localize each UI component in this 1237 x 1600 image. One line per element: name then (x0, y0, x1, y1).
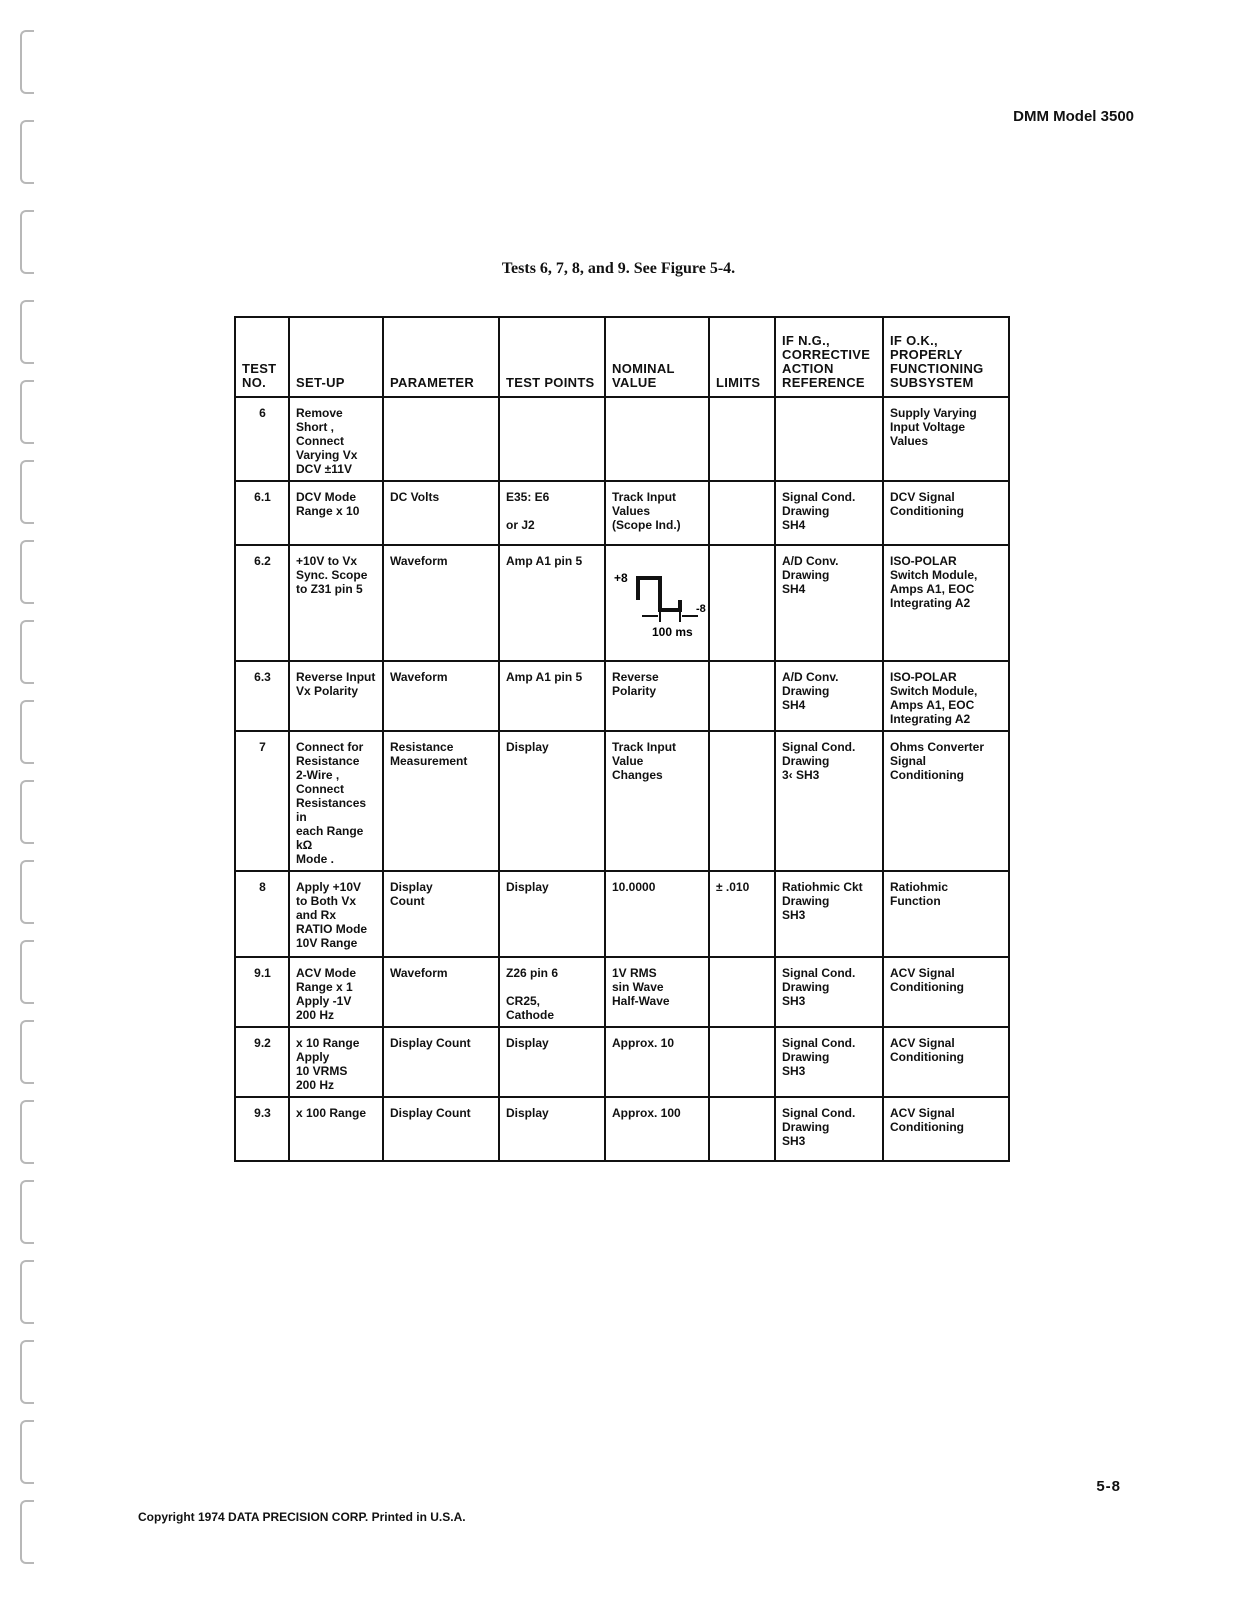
limits-cell (709, 481, 775, 545)
subsystem-cell: ACV Signal Conditioning (883, 1097, 1009, 1161)
column-header-parameter: PARAMETER (383, 317, 499, 397)
waveform-low-label: -8 (696, 603, 706, 615)
parameter-cell: Display Count (383, 1097, 499, 1161)
binder-hole (20, 1340, 34, 1404)
parameter-cell (383, 397, 499, 481)
nominal-value-cell: 1V RMS sin Wave Half-Wave (605, 957, 709, 1027)
binder-hole (20, 540, 34, 604)
binder-hole (20, 1420, 34, 1484)
corrective-action-cell: Signal Cond. Drawing SH3 (775, 1027, 883, 1097)
copyright-notice: Copyright 1974 DATA PRECISION CORP. Printed in U.S.A. (138, 1510, 466, 1524)
subsystem-cell: ISO-POLAR Switch Module, Amps A1, EOC Integrating A2 (883, 545, 1009, 661)
subsystem-cell: ISO-POLAR Switch Module, Amps A1, EOC Integrating A2 (883, 661, 1009, 731)
column-header-test-no: TEST NO. (235, 317, 289, 397)
binder-hole (20, 120, 34, 184)
test-points-cell: E35: E6 or J2 (499, 481, 605, 545)
setup-cell: DCV Mode Range x 10 (289, 481, 383, 545)
waveform-trace (638, 578, 680, 610)
test-number: 6.1 (235, 481, 289, 545)
binder-hole (20, 460, 34, 524)
setup-cell: x 10 Range Apply 10 VRMS 200 Hz (289, 1027, 383, 1097)
limits-cell (709, 545, 775, 661)
binder-hole (20, 780, 34, 844)
table-row (235, 731, 1009, 871)
square-waveform-diagram (612, 570, 710, 642)
subsystem-cell: Supply Varying Input Voltage Values (883, 397, 1009, 481)
table-row (235, 957, 1009, 1027)
nominal-value-cell: Track Input Value Changes (605, 731, 709, 871)
test-points-cell: Display (499, 1027, 605, 1097)
limits-cell (709, 1027, 775, 1097)
table-header-row (235, 317, 1009, 397)
corrective-action-cell: Signal Cond. Drawing SH3 (775, 1097, 883, 1161)
table-row (235, 545, 1009, 661)
binder-hole (20, 1180, 34, 1244)
limits-cell (709, 661, 775, 731)
table-row (235, 661, 1009, 731)
corrective-action-cell: Signal Cond. Drawing SH4 (775, 481, 883, 545)
test-number: 7 (235, 731, 289, 871)
test-table (234, 316, 1010, 1162)
table-row (235, 871, 1009, 957)
subsystem-cell: ACV Signal Conditioning (883, 1027, 1009, 1097)
model-header: DMM Model 3500 (1013, 108, 1134, 125)
corrective-action-cell: A/D Conv. Drawing SH4 (775, 545, 883, 661)
page-number: 5-8 (1096, 1478, 1121, 1495)
setup-cell: Connect for Resistance 2-Wire , Connect Resistances in each Range kΩ Mode . (289, 731, 383, 871)
waveform-period-label: 100 ms (652, 625, 693, 639)
parameter-cell: Display Count (383, 1027, 499, 1097)
column-header-limits: LIMITS (709, 317, 775, 397)
test-number: 6 (235, 397, 289, 481)
binder-hole (20, 940, 34, 1004)
setup-cell: Reverse Input Vx Polarity (289, 661, 383, 731)
corrective-action-cell: Signal Cond. Drawing SH3 (775, 957, 883, 1027)
table-row (235, 397, 1009, 481)
parameter-cell: Waveform (383, 957, 499, 1027)
test-number: 6.3 (235, 661, 289, 731)
setup-cell: x 100 Range (289, 1097, 383, 1161)
parameter-cell: Resistance Measurement (383, 731, 499, 871)
nominal-value-cell (605, 545, 709, 661)
table-title: Tests 6, 7, 8, and 9. See Figure 5-4. (501, 260, 736, 277)
test-number: 9.3 (235, 1097, 289, 1161)
subsystem-cell: Ohms Converter Signal Conditioning (883, 731, 1009, 871)
test-number: 6.2 (235, 545, 289, 661)
subsystem-cell: DCV Signal Conditioning (883, 481, 1009, 545)
test-number: 9.2 (235, 1027, 289, 1097)
limits-cell (709, 1097, 775, 1161)
nominal-value-cell (605, 397, 709, 481)
nominal-value-cell: Approx. 100 (605, 1097, 709, 1161)
corrective-action-cell (775, 397, 883, 481)
test-number: 9.1 (235, 957, 289, 1027)
test-points-cell: Z26 pin 6 CR25, Cathode (499, 957, 605, 1027)
test-points-cell: Amp A1 pin 5 (499, 661, 605, 731)
column-header-subsystem: IF O.K., PROPERLY FUNCTIONING SUBSYSTEM (883, 317, 1009, 397)
column-header-setup: SET-UP (289, 317, 383, 397)
binder-hole (20, 860, 34, 924)
column-header-corrective-action: IF N.G., CORRECTIVE ACTION REFERENCE (775, 317, 883, 397)
binder-hole (20, 1020, 34, 1084)
table-row (235, 1027, 1009, 1097)
nominal-value-cell: Track Input Values (Scope Ind.) (605, 481, 709, 545)
setup-cell: ACV Mode Range x 1 Apply -1V 200 Hz (289, 957, 383, 1027)
setup-cell: +10V to Vx Sync. Scope to Z31 pin 5 (289, 545, 383, 661)
nominal-value-cell: Approx. 10 (605, 1027, 709, 1097)
binder-hole (20, 1100, 34, 1164)
binder-hole (20, 700, 34, 764)
test-points-cell: Display (499, 871, 605, 957)
limits-cell (709, 397, 775, 481)
parameter-cell: Display Count (383, 871, 499, 957)
limits-cell (709, 957, 775, 1027)
test-points-cell: Display (499, 1097, 605, 1161)
binder-hole (20, 300, 34, 364)
limits-cell: ± .010 (709, 871, 775, 957)
test-points-cell: Amp A1 pin 5 (499, 545, 605, 661)
binder-hole (20, 30, 34, 94)
setup-cell: Remove Short , Connect Varying Vx DCV ±11V (289, 397, 383, 481)
binder-hole (20, 1260, 34, 1324)
corrective-action-cell: Signal Cond. Drawing 3‹ SH3 (775, 731, 883, 871)
column-header-test-points: TEST POINTS (499, 317, 605, 397)
binder-hole (20, 620, 34, 684)
waveform-high-label: +8 (614, 571, 628, 585)
limits-cell (709, 731, 775, 871)
nominal-value-cell: 10.0000 (605, 871, 709, 957)
parameter-cell: DC Volts (383, 481, 499, 545)
binder-hole (20, 380, 34, 444)
column-header-nominal-value: NOMINAL VALUE (605, 317, 709, 397)
setup-cell: Apply +10V to Both Vx and Rx RATIO Mode 10V Range (289, 871, 383, 957)
subsystem-cell: ACV Signal Conditioning (883, 957, 1009, 1027)
test-number: 8 (235, 871, 289, 957)
parameter-cell: Waveform (383, 661, 499, 731)
table-row (235, 481, 1009, 545)
subsystem-cell: Ratiohmic Function (883, 871, 1009, 957)
corrective-action-cell: A/D Conv. Drawing SH4 (775, 661, 883, 731)
parameter-cell: Waveform (383, 545, 499, 661)
binder-hole (20, 1500, 34, 1564)
test-points-cell (499, 397, 605, 481)
nominal-value-cell: Reverse Polarity (605, 661, 709, 731)
corrective-action-cell: Ratiohmic Ckt Drawing SH3 (775, 871, 883, 957)
test-points-cell: Display (499, 731, 605, 871)
table-row (235, 1097, 1009, 1161)
binder-holes (14, 20, 44, 1580)
